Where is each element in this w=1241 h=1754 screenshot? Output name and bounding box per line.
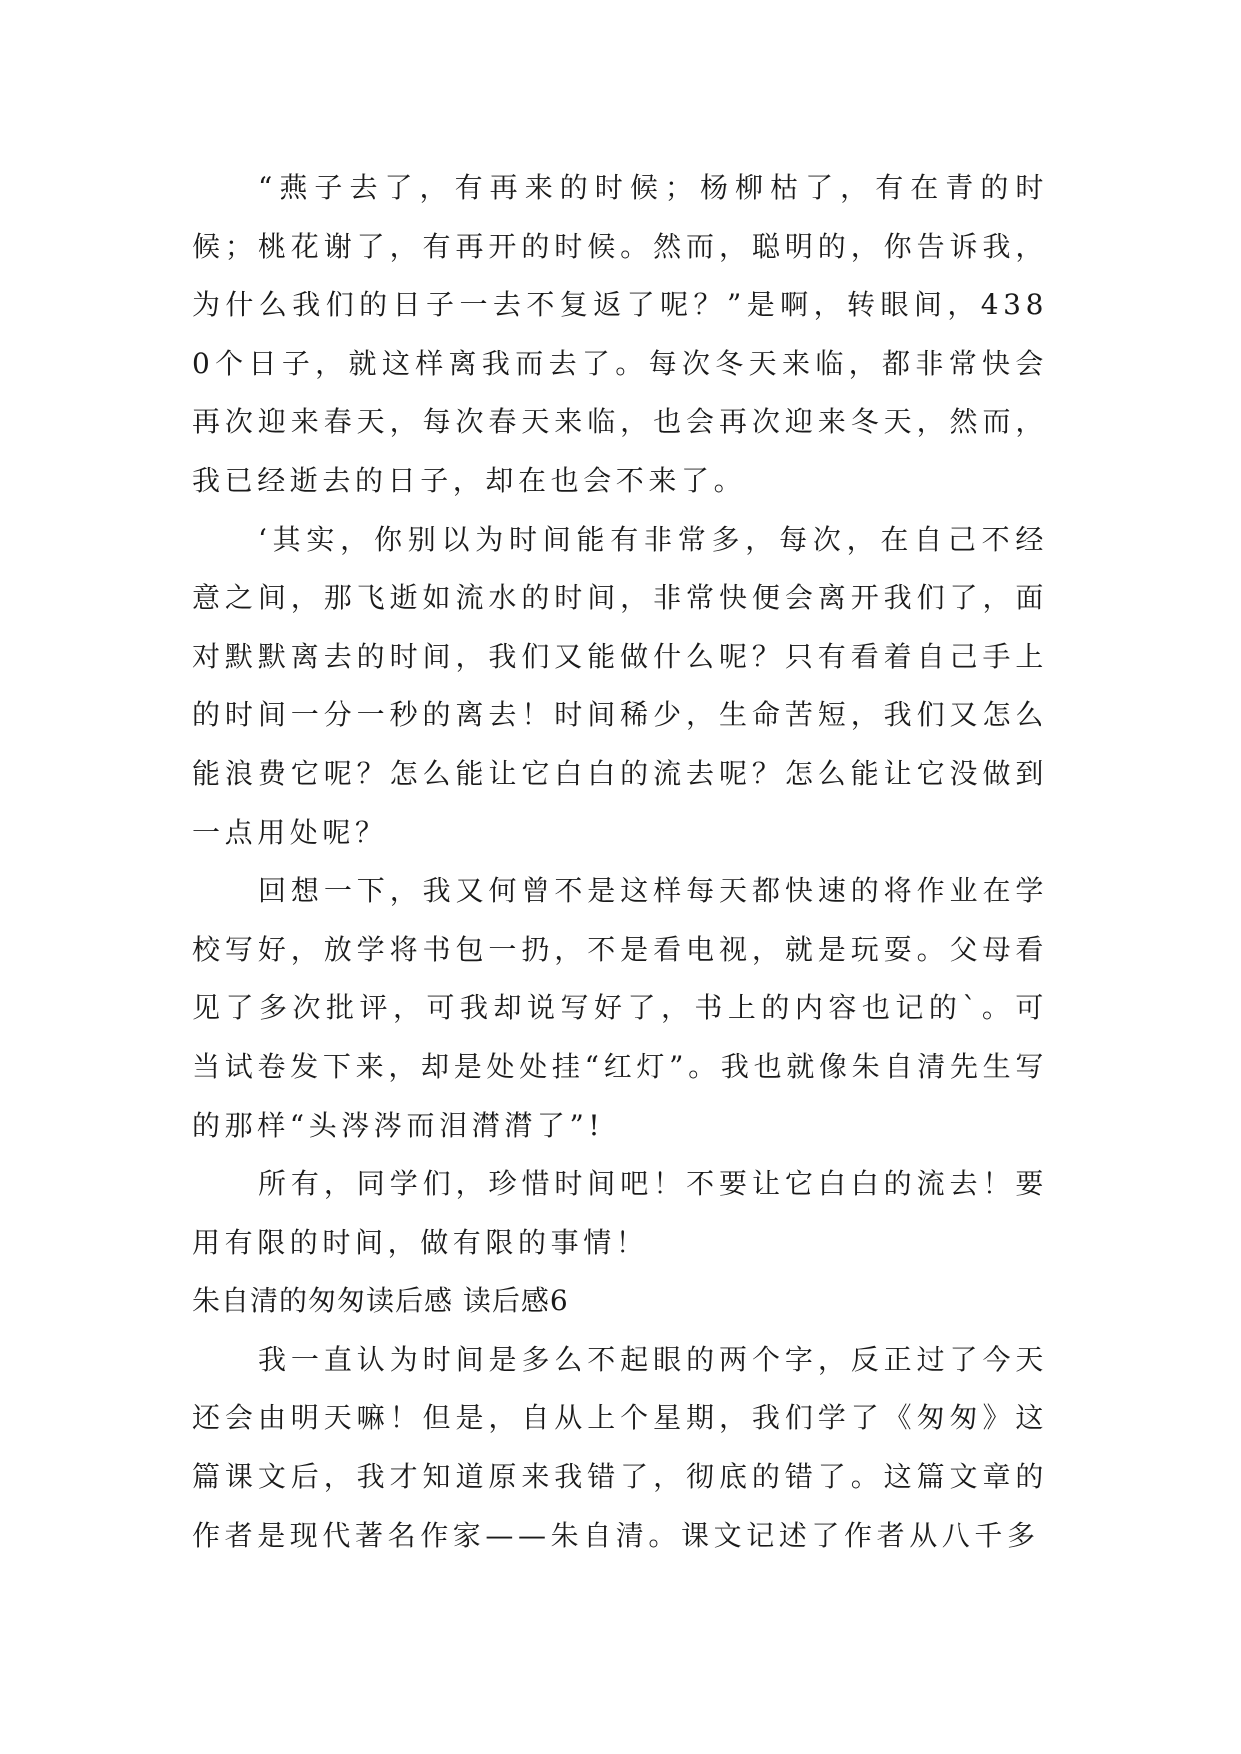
paragraph-2: ‘其实，你别以为时间能有非常多，每次，在自己不经意之间，那飞逝如流水的时间，非常快便会离开我们了，面对默默离去的时间，我们又能做什么呢？只有看着自己手上的时间一分一秒的离去！时间稀少，生命苦短，我们又怎么能浪费它呢？怎么能让它白白的流去呢？怎么能让它没做到一点用处呢？ (192, 522, 1048, 849)
section-heading: 朱自清的匆匆读后感 读后感6 (192, 1284, 569, 1318)
paragraph-3: 回想一下，我又何曾不是这样每天都快速的将作业在学校写好，放学将书包一扔，不是看电视，就是玩耍。父母看见了多次批评，可我却说写好了，书上的内容也记的`。可当试卷发下来，却是处处挂“红灯”。我也就像朱自清先生写的那样“头涔涔而泪潸潸了”! (192, 874, 1048, 1142)
document-body (192, 159, 1048, 1565)
paragraph-4: 所有，同学们，珍惜时间吧！不要让它白白的流去！要用有限的时间，做有限的事情！ (192, 1167, 1048, 1259)
paragraph-5: 我一直认为时间是多么不起眼的两个字，反正过了今天还会由明天嘛！但是，自从上个星期，我们学了《匆匆》这篇课文后，我才知道原来我错了，彻底的错了。这篇文章的作者是现代著名作家——朱自清。课文记述了作者从八千多 (192, 1342, 1048, 1552)
paragraph-1: “燕子去了，有再来的时候；杨柳枯了，有在青的时候；桃花谢了，有再开的时候。然而，聪明的，你告诉我，为什么我们的日子一去不复返了呢？”是啊，转眼间，4380个日子，就这样离我而去了。每次冬天来临，都非常快会再次迎来春天，每次春天来临，也会再次迎来冬天，然而，我已经逝去的日子，却在也会不来了。 (192, 171, 1048, 497)
